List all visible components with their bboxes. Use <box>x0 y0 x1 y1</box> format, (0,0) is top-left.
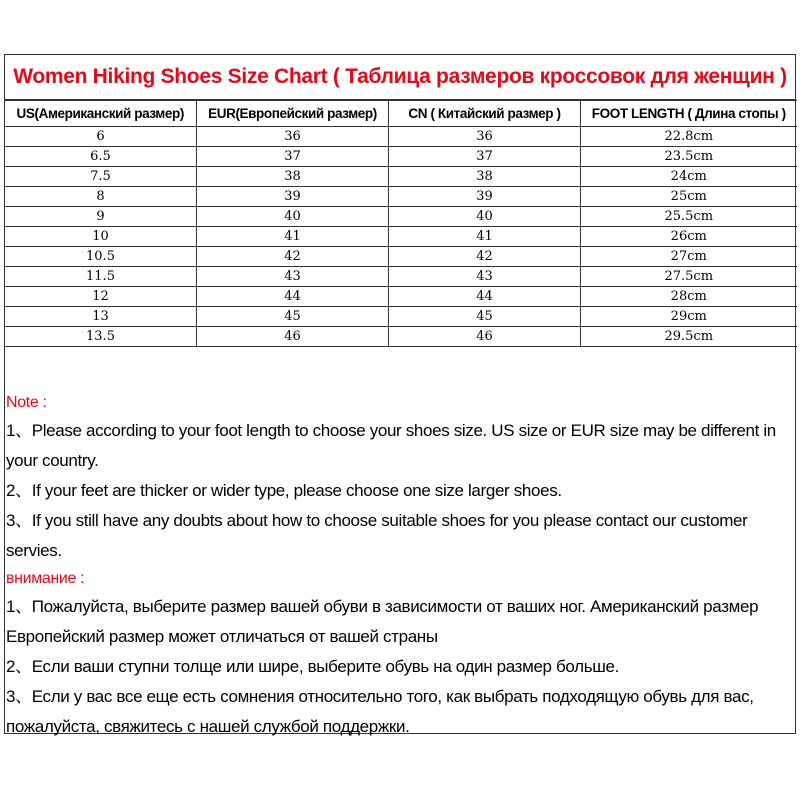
note-item: 2、If your feet are thicker or wider type, please choose one size larger shoes. <box>6 481 562 500</box>
table-row <box>5 147 797 167</box>
cell-eur: 38 <box>197 167 389 187</box>
cell-cn: 45 <box>389 307 581 327</box>
cell-cn: 44 <box>389 287 581 307</box>
cell-foot-length: 29.5cm <box>581 327 797 347</box>
cell-foot-length: 27cm <box>581 247 797 267</box>
note-item: 3、If you still have any doubts about how to choose suitable shoes for you please contact our customer servies. <box>6 511 748 560</box>
table-row <box>5 307 797 327</box>
attention-item: 3、Если у вас все еще есть сомнения относительно того, как выбрать подходящую обувь для вас, пожалуйста, свяжитесь с нашей службой поддержки. <box>6 687 754 736</box>
table-row <box>5 287 797 307</box>
cell-us: 6 <box>5 127 197 147</box>
cell-us: 8 <box>5 187 197 207</box>
header-cn: CN ( Китайский размер ) <box>389 101 581 127</box>
cell-eur: 44 <box>197 287 389 307</box>
cell-foot-length: 22.8cm <box>581 127 797 147</box>
cell-eur: 40 <box>197 207 389 227</box>
cell-eur: 46 <box>197 327 389 347</box>
table-row <box>5 167 797 187</box>
cell-eur: 45 <box>197 307 389 327</box>
cell-us: 13 <box>5 307 197 327</box>
cell-eur: 43 <box>197 267 389 287</box>
cell-foot-length: 24cm <box>581 167 797 187</box>
cell-us: 10 <box>5 227 197 247</box>
cell-cn: 43 <box>389 267 581 287</box>
table-header-row <box>5 101 797 127</box>
cell-us: 13.5 <box>5 327 197 347</box>
cell-cn: 37 <box>389 147 581 167</box>
cell-us: 9 <box>5 207 197 227</box>
header-foot-length: FOOT LENGTH ( Длина стопы ) <box>581 101 797 127</box>
table-row <box>5 267 797 287</box>
cell-eur: 36 <box>197 127 389 147</box>
cell-cn: 46 <box>389 327 581 347</box>
cell-eur: 37 <box>197 147 389 167</box>
table-row <box>5 327 797 347</box>
cell-foot-length: 26cm <box>581 227 797 247</box>
note-heading: Note : <box>6 394 47 411</box>
cell-foot-length: 25cm <box>581 187 797 207</box>
cell-cn: 40 <box>389 207 581 227</box>
cell-foot-length: 28cm <box>581 287 797 307</box>
notes-section <box>6 390 792 742</box>
cell-eur: 42 <box>197 247 389 267</box>
cell-foot-length: 23.5cm <box>581 147 797 167</box>
cell-cn: 38 <box>389 167 581 187</box>
header-eur: EUR(Европейский размер) <box>197 101 389 127</box>
cell-us: 7.5 <box>5 167 197 187</box>
cell-cn: 42 <box>389 247 581 267</box>
cell-cn: 41 <box>389 227 581 247</box>
table-row <box>5 227 797 247</box>
attention-heading: внимание : <box>6 570 85 587</box>
cell-us: 10.5 <box>5 247 197 267</box>
table-row <box>5 127 797 147</box>
cell-foot-length: 29cm <box>581 307 797 327</box>
header-us: US(Американский размер) <box>5 101 197 127</box>
table-row <box>5 247 797 267</box>
table-row <box>5 207 797 227</box>
cell-cn: 39 <box>389 187 581 207</box>
note-item: 1、Please according to your foot length to choose your shoes size. US size or EUR size may be different in your country. <box>6 421 776 470</box>
cell-eur: 39 <box>197 187 389 207</box>
cell-us: 6.5 <box>5 147 197 167</box>
cell-us: 12 <box>5 287 197 307</box>
cell-cn: 36 <box>389 127 581 147</box>
cell-foot-length: 25.5cm <box>581 207 797 227</box>
attention-item: 1、Пожалуйста, выберите размер вашей обуви в зависимости от ваших ног. Американский размер Европейский размер может отличаться от вашей страны <box>6 597 759 646</box>
cell-eur: 41 <box>197 227 389 247</box>
size-table <box>4 100 797 347</box>
cell-us: 11.5 <box>5 267 197 287</box>
attention-item: 2、Если ваши ступни толще или шире, выберите обувь на один размер больше. <box>6 657 619 676</box>
cell-foot-length: 27.5cm <box>581 267 797 287</box>
page-title: Women Hiking Shoes Size Chart ( Таблица размеров кроссовок для женщин ) <box>4 54 796 100</box>
table-row <box>5 187 797 207</box>
